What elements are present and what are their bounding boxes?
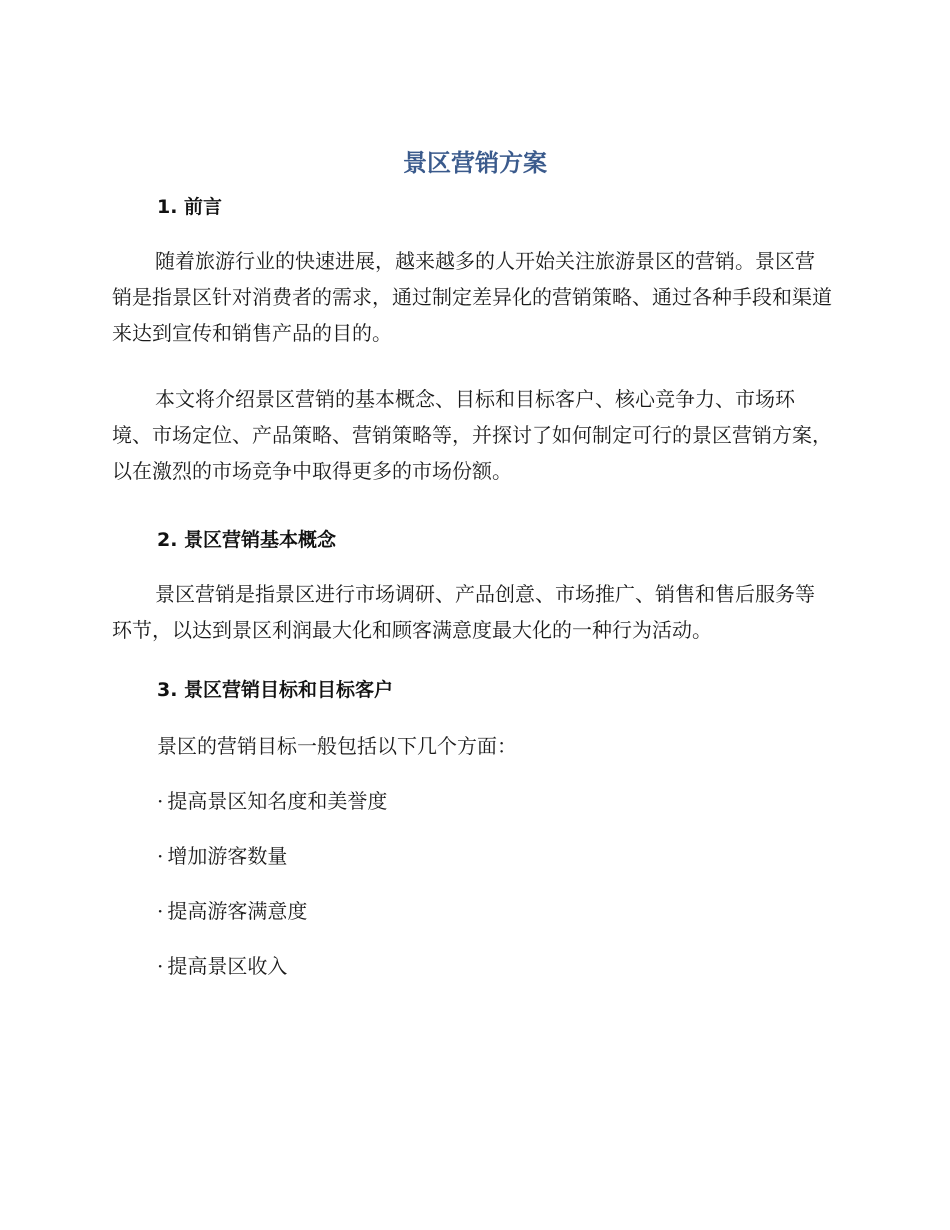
section-heading-goals-customers: 3. 景区营销目标和目标客户 — [157, 679, 394, 701]
section-heading-basic-concept: 2. 景区营销基本概念 — [157, 529, 337, 551]
goals-bullet-list — [157, 786, 387, 1006]
list-item — [157, 896, 387, 951]
bullet-dot: · — [157, 789, 164, 813]
document-title: 景区营销方案 — [403, 149, 547, 177]
bullet-dot: · — [157, 899, 164, 923]
list-item-text: 提高游客满意度 — [167, 899, 308, 923]
list-item — [157, 841, 387, 896]
list-item-text: 提高景区收入 — [167, 954, 288, 978]
bullet-dot: · — [157, 844, 164, 868]
list-item-text: 增加游客数量 — [167, 844, 288, 868]
bullet-dot: · — [157, 954, 164, 978]
list-item-text: 提高景区知名度和美誉度 — [167, 789, 388, 813]
section-heading-preface: 1. 前言 — [157, 196, 223, 218]
paragraph-preface-2: 本文将介绍景区营销的基本概念、目标和目标客户、核心竞争力、市场环境、市场定位、产品策略、营销策略等，并探讨了如何制定可行的景区营销方案，以在激烈的市场竞争中取得更多的市场份额。 — [112, 387, 832, 483]
list-item — [157, 786, 387, 841]
paragraph-preface-1: 随着旅游行业的快速进展，越来越多的人开始关注旅游景区的营销。景区营销是指景区针对消费者的需求，通过制定差异化的营销策略、通过各种手段和渠道来达到宣传和销售产品的目的。 — [112, 249, 832, 345]
goals-intro-text: 景区的营销目标一般包括以下几个方面： — [157, 734, 517, 758]
paragraph-basic-concept: 景区营销是指景区进行市场调研、产品创意、市场推广、销售和售后服务等环节，以达到景区利润最大化和顾客满意度最大化的一种行为活动。 — [112, 582, 815, 642]
list-item — [157, 951, 387, 1006]
